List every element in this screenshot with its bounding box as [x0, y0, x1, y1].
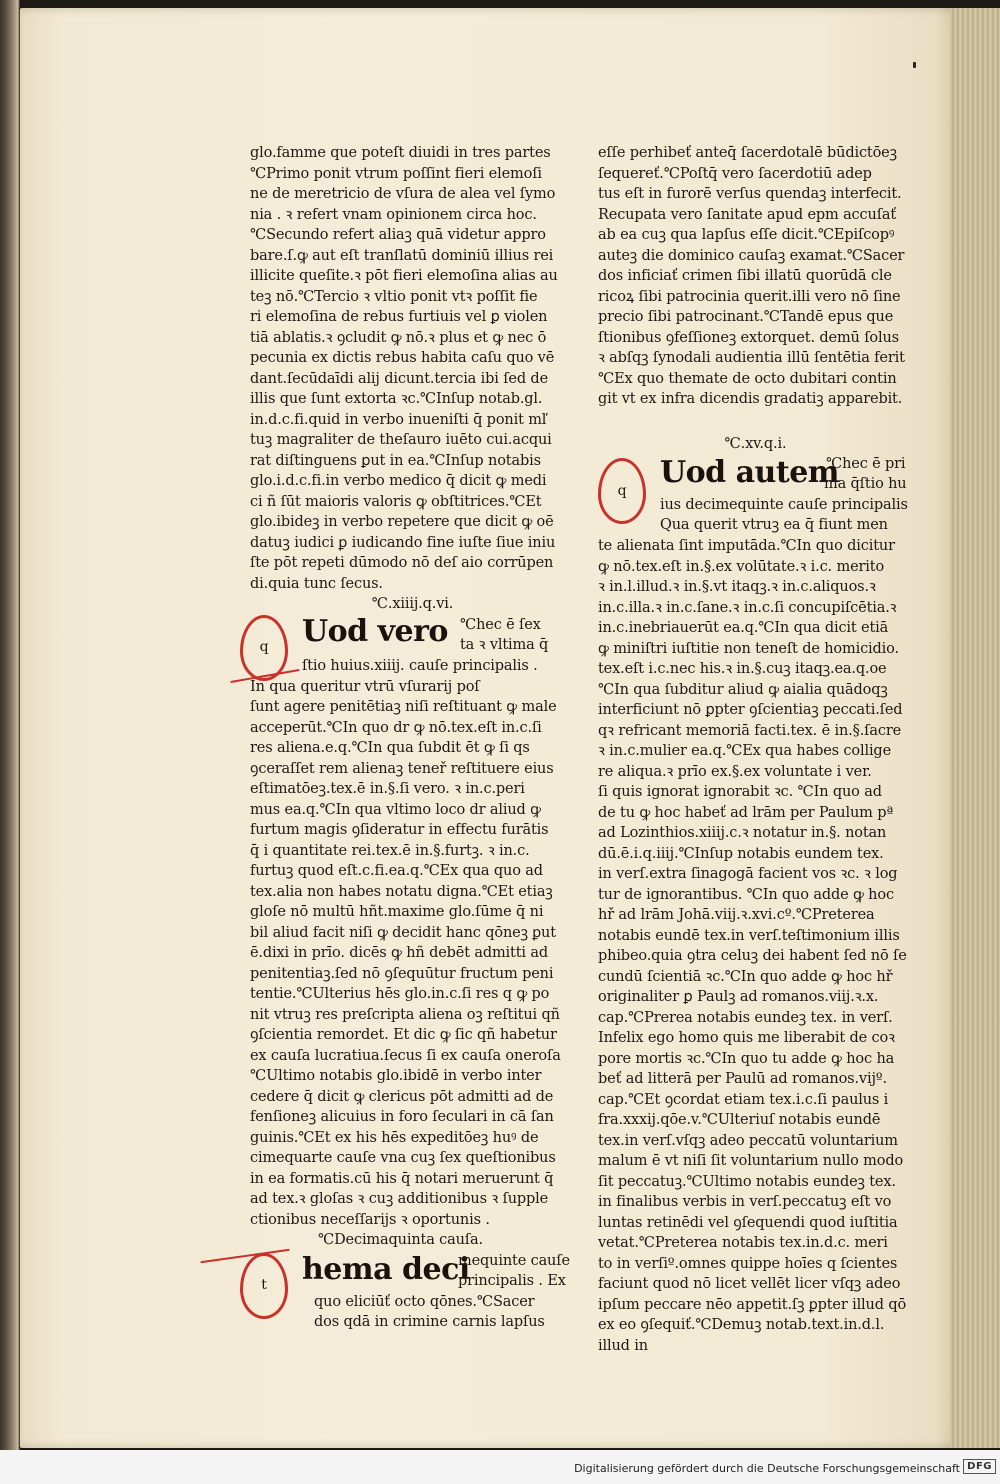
text-line: ſtionibus ꝯfeſſioneꝫ extorquet. demū ſolus: [598, 329, 899, 346]
section-heading: [250, 615, 575, 677]
text-line: dū.ē.i.q.iiij.℃Inſup notabis eundem tex.: [598, 845, 884, 862]
text-line: nia . ꝛ refert vnam opinionem circa hoc.: [250, 206, 537, 223]
text-line: ipſum peccare nēo appetit.ſꝫ ꝑpter illud qō: [598, 1296, 907, 1313]
text-line: cundū ſcientiā ꝛc.℃In quo adde ꝙ hoc hř: [598, 968, 893, 985]
heading-side-line: mequinte cauſe: [458, 1252, 570, 1269]
text-line: ad tex.ꝛ gloſas ꝛ cuꝫ additionibus ꝛ ſupple: [250, 1191, 549, 1207]
text-line: mus ea.q.℃In qua vltimo loco dr aliud ꝙ: [250, 801, 541, 818]
section-heading: [598, 454, 913, 536]
text-line: ℃Primo ponit vtrum poſſint fieri elemoſi: [250, 165, 542, 182]
text-line: ꝙ miniſtri iuſtitie non teneſt de homicidio.: [598, 640, 899, 657]
text-line: ꝛ abſqꝫ ſynodali audientia illū ſentētia ferit: [598, 350, 905, 366]
text-line: ne de meretricio de vſura de alea vel ſymo: [250, 186, 556, 202]
text-line: qꝛ refricant memoriā facti.tex. ē in.§.ſacre: [598, 722, 902, 739]
text-line: illis que ſunt extorta ꝛc.℃Inſup notab.gl.: [250, 391, 543, 407]
heading-word: Uod autem: [660, 455, 840, 490]
text-line: furtuꝫ quod eſt.c.fi.ea.q.℃Ex qua quo ad: [250, 863, 543, 879]
text-line: bil aliud facit niſi ꝙ decidit hanc qōneꝫ ꝑut: [250, 924, 556, 941]
text-line: datuꝫ iudici ꝑ iudicando fine iuſte ſiue iniu: [250, 534, 556, 551]
text-line: Infelix ego homo quis me liberabit de coꝛ: [598, 1030, 895, 1046]
left-mid-text: [250, 677, 575, 1231]
text-line: furtum magis ꝯſideratur in effectu furātis: [250, 822, 549, 838]
section-label: ℃.xv.q.i.: [724, 435, 787, 452]
text-line: ℃In qua ſubditur aliud ꝙ aialia quādoqꝫ: [598, 681, 888, 698]
text-line: eſtimatōeꝫ.tex.ē in.§.ſi vero. ꝛ in.c.peri: [250, 781, 525, 797]
text-line: teꝫ nō.℃Tercio ꝛ vltio ponit vtꝛ poſſit fie: [250, 288, 538, 305]
text-line: guinis.℃Et ex his hēs expeditōeꝫ huꝰ de: [250, 1129, 539, 1146]
text-line: tex.eſt i.c.nec his.ꝛ in.§.cuꝫ itaqꝫ.ea.q.oe: [598, 661, 887, 677]
text-line: in ea formatis.cū his q̄ notari meruerunt q̄: [250, 1170, 554, 1187]
text-line: bare.ſ.ꝙ aut eſt tranſlatū dominiū illius rei: [250, 247, 554, 264]
heading-continuation: quo eliciūť octo qōnes.℃Sacer: [314, 1293, 535, 1310]
text-line: faciunt quod nō licet vellēt licer vſqꝫ adeo: [598, 1276, 901, 1292]
heading-side-line: ℃hec ē ſex: [460, 616, 541, 633]
margin-mark: [913, 62, 916, 68]
text-line: tex.in verſ.vſqꝫ adeo peccatū voluntarium: [598, 1132, 898, 1149]
text-line: acceperūt.℃In quo dr ꝙ nō.tex.eſt in.c.ſi: [250, 719, 542, 736]
text-line: cimequarte cauſe vna cuꝫ ſex queſtionibus: [250, 1150, 556, 1166]
right-column: [598, 143, 913, 1356]
section-heading: [250, 1251, 575, 1333]
text-line: glo.ibideꝫ in verbo repetere que dicit ꝙ oē: [250, 514, 554, 530]
text-line: in.c.inebriauerūt ea.q.℃In qua dicit etiā: [598, 620, 889, 636]
text-line: cap.℃Prerea notabis eundeꝫ tex. in verſ.: [598, 1009, 893, 1026]
section-label: ℃.xiiij.q.vi.: [371, 596, 454, 612]
text-line: fenſioneꝫ alicuius in foro ſeculari in cā ſan: [250, 1109, 554, 1125]
rubricated-initial: t: [240, 1253, 288, 1319]
text-line: tiā ablatis.ꝛ ꝯcludit ꝙ nō.ꝛ plus et ꝙ nec ō: [250, 329, 547, 346]
text-line: notabis eundē tex.in verſ.teſtimonium illis: [598, 927, 900, 944]
text-line: eſſe perhibeť anteq̄ ſacerdotalē būdictōeꝫ: [598, 145, 897, 161]
section-label: ℃Decimaquinta cauſa.: [318, 1232, 483, 1248]
text-line: phibeo.quia ꝯtra celuꝫ dei habent ſed nō ſe: [598, 948, 907, 964]
text-line: cedere q̄ dicit ꝙ clericus pōt admitti ad de: [250, 1088, 554, 1105]
text-line: ꝛ in.c.mulier ea.q.℃Ex qua habes collige: [598, 743, 891, 759]
text-line: ab ea cuꝫ qua lapſus eſſe dicit.℃Epiſcopꝰ: [598, 227, 895, 243]
text-line: fra.xxxij.qōe.v.℃Ulteriuſ notabis eundē: [598, 1112, 881, 1128]
left-top-text: [250, 143, 575, 594]
text-line: tentie.℃Ulterius hēs glo.in.c.ſi res q ꝙ po: [250, 986, 550, 1002]
text-line: vetat.℃Preterea notabis tex.in.d.c. meri: [598, 1235, 888, 1251]
text-line: git vt ex infra dicendis gradatiꝫ apparebit.: [598, 391, 903, 407]
text-line: tuꝫ magraliter de theſauro iuēto cui.acqui: [250, 432, 552, 448]
text-line: ſi quis ignorat ignorabit ꝛc. ℃In quo ad: [598, 784, 882, 800]
text-line: glo.famme que poteſt diuidi in tres partes: [250, 145, 551, 161]
facing-page-text: [966, 100, 1000, 1400]
text-line: de tu ꝙ hoc habeť ad lrām per Paulum pª: [598, 804, 894, 821]
heading-side-line: ma q̄ſtio hu: [824, 476, 907, 492]
heading-continuation: ſtio huius.xiiij. cauſe principalis .: [302, 657, 538, 674]
heading-side-line: ta ꝛ vltima q̄: [460, 636, 549, 653]
text-line: ri elemoſina de rebus furtiuis vel ꝑ violen: [250, 309, 548, 325]
text-line: tus eſt in furorē verſus quendaꝫ interfecit.: [598, 186, 902, 202]
text-line: illicite queſite.ꝛ pōt fieri elemoſina alias au: [250, 268, 558, 284]
text-line: beť ad litterā per Paulū ad romanos.vijº.: [598, 1071, 887, 1087]
heading-side-line: principalis . Ex: [458, 1272, 566, 1289]
heading-side-line: ℃hec ē pri: [826, 456, 906, 472]
text-line: glo.i.d.c.fi.in verbo medico q̄ dicit ꝙ medi: [250, 473, 547, 489]
text-line: auteꝫ die dominico cauſaꝫ examat.℃Sacer: [598, 247, 905, 264]
rubricated-initial: q: [240, 615, 288, 681]
text-line: gloſe nō multū hñt.maxime glo.ſūme q̄ ni: [250, 904, 544, 920]
text-line: q̄ i quantitate rei.tex.ē in.§.furtꝫ. ꝛ in.c.: [250, 842, 530, 859]
text-line: in verſ.extra ſinagogā facient vos ꝛc. ꝛ log: [598, 866, 898, 882]
text-line: in.d.c.fi.quid in verbo inueniſti q̄ ponit mľ: [250, 411, 547, 428]
text-line: illud in: [598, 1337, 648, 1354]
text-line: ꝯſcientia remordet. Et dic ꝙ ſic qñ habetur: [250, 1027, 557, 1043]
text-line: ctionibus neceſſarijs ꝛ oportunis .: [250, 1211, 490, 1228]
heading-word: hema deci: [302, 1251, 470, 1287]
right-top-text: [598, 143, 913, 410]
text-line: nit vtruꝫ res preſcripta aliena oꝫ reſtitui qñ: [250, 1006, 560, 1023]
text-line: in.c.illa.ꝛ in.c.ſane.ꝛ in.c.ſi concupiſcētia.ꝛ: [598, 599, 897, 616]
text-line: pecunia ex dictis rebus habita caſu quo vē: [250, 350, 555, 366]
text-line: re aliqua.ꝛ prīo ex.§.ex voluntate i ver.: [598, 763, 872, 780]
text-line: originaliter ꝑ Paulꝫ ad romanos.viij.ꝛ.x.: [598, 989, 879, 1005]
text-line: interficiunt nō ꝑpter ꝯſcientiaꝫ peccati.ſed: [598, 702, 903, 718]
text-line: ſunt agere penitētiaꝫ niſi reſtituant ꝙ male: [250, 699, 557, 715]
text-line: luntas retinēdi vel ꝯſequendi quod iuſtitia: [598, 1214, 898, 1231]
text-line: hř ad lrām Johā.viij.ꝛ.xvi.cº.℃Preterea: [598, 907, 875, 923]
text-line: penitentiaꝫ.ſed nō ꝯſequūtur fructum peni: [250, 965, 554, 982]
text-line: ci ñ ſūt maioris valoris ꝙ obſtitrices.℃Et: [250, 493, 542, 510]
text-line: to in verſiº.omnes quippe hoīes q ſcientes: [598, 1255, 898, 1272]
text-line: pore mortis ꝛc.℃In quo tu adde ꝙ hoc ha: [598, 1050, 895, 1067]
text-line: ē.dixi in prīo. dicēs ꝙ hñ debēt admitti ad: [250, 945, 548, 961]
text-line: ℃Ultimo notabis glo.ibidē in verbo inter: [250, 1068, 542, 1084]
dfg-logo: DFG: [963, 1459, 996, 1474]
text-line: ſit peccatuꝫ.℃Ultimo notabis eundeꝫ tex.: [598, 1173, 896, 1190]
text-line: res aliena.e.q.℃In qua ſubdit ēt ꝙ ſi qs: [250, 740, 530, 756]
text-line: ſequereť.℃Poſtq̄ vero ſacerdotiū adep: [598, 165, 872, 182]
text-line: cap.℃Et ꝯcordat etiam tex.i.c.ſi paulus i: [598, 1091, 889, 1108]
text-line: rat diſtinguens ꝑut in ea.℃Inſup notabis: [250, 452, 541, 469]
text-line: ricoꝝ ſibi patrocinia querit.illi vero nō ſine: [598, 288, 901, 305]
heading-continuation: dos qdā in crimine carnis lapſus: [314, 1313, 545, 1330]
text-line: ꝯceraſſet rem alienaꝫ teneř reſtituere eius: [250, 760, 554, 777]
text-line: ℃Secundo refert aliaꝫ quā videtur appro: [250, 227, 546, 243]
text-line: ſte pōt repeti dūmodo nō deſ aio corrūpen: [250, 555, 554, 571]
heading-continuation: Qua querit vtruꝫ ea q̄ fiunt men: [660, 517, 888, 533]
text-line: ℃Ex quo themate de octo dubitari contin: [598, 370, 897, 387]
text-line: dos inficiať crimen ſibi illatū quorūdā cle: [598, 268, 892, 284]
heading-continuation: ius decimequinte cauſe principalis: [660, 497, 908, 513]
text-line: malum ē vt niſi ſit voluntarium nullo modo: [598, 1153, 904, 1169]
text-line: ad Lozinthios.xiiij.c.ꝛ notatur in.§. notan: [598, 825, 887, 841]
heading-word: Uod vero: [302, 613, 448, 649]
text-line: ꝙ nō.tex.eſt in.§.ex volūtate.ꝛ i.c. merito: [598, 558, 885, 575]
text-line: in finalibus verbis in verſ.peccatuꝫ eſt vo: [598, 1194, 892, 1210]
text-line: ex cauſa lucratiua.ſecus ſi ex cauſa oneroſa: [250, 1047, 561, 1064]
text-line: Recupata vero ſanitate apud epm accuſať: [598, 206, 897, 223]
left-column: [250, 143, 575, 1333]
text-line: ex eo ꝯſequiť.℃Demuꝫ notab.text.in.d.l.: [598, 1317, 885, 1333]
text-line: tex.alia non habes notatu digna.℃Et etiaꝫ: [250, 883, 553, 900]
text-line: ꝛ in.l.illud.ꝛ in.§.vt itaqꝫ.ꝛ in.c.aliquos.ꝛ: [598, 579, 876, 595]
text-line: dant.ſecūdaīdi alij dicunt.tercia ibi ſed de: [250, 370, 548, 387]
footer-bar: [0, 1450, 1000, 1484]
right-mid-text: [598, 536, 913, 1356]
funding-credit: Digitalisierung gefördert durch die Deutsche Forschungsgemeinschaft: [574, 1462, 960, 1475]
text-line: tur de ignorantibus. ℃In quo adde ꝙ hoc: [598, 886, 894, 903]
text-line: precio ſibi patrocinant.℃Tandē epus que: [598, 309, 894, 325]
text-line: di.quia tunc ſecus.: [250, 575, 383, 592]
text-line: In qua queritur vtrū vſurarij poſ: [250, 678, 480, 695]
rubricated-initial: q: [598, 458, 646, 524]
text-line: te alienata ſint imputāda.℃In quo dicitur: [598, 538, 895, 554]
